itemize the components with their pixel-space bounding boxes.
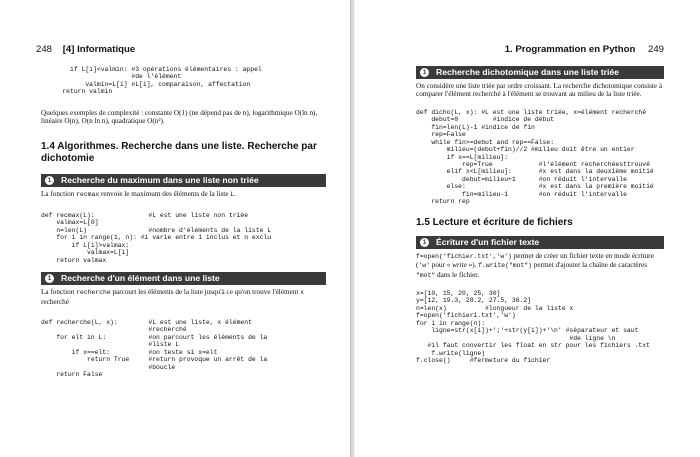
box-title: Recherche du maximum dans une liste non triée xyxy=(61,174,259,185)
section-heading-1-5: 1.5 Lecture et écriture de fichiers xyxy=(416,216,573,228)
right-content xyxy=(416,66,664,364)
code-span: x xyxy=(300,289,305,297)
code-block-fichier: x=[10, 15, 20, 25, 30] y=[12, 19.3, 28.2, 27.5, 36.2] n=len(x) #longueur de la liste x f=open('fichier1.txt','w') for i in range(n): ligne=str(x[i])+';'+str(y[i])+'\n' #séparateur et saut #de ligne \n #il faut convertir les float en str pour les fichiers .txt f.write(ligne) f.close() #fermeture du fichier xyxy=(416,289,650,364)
code-block-dicho: def dicho(L, x): #L est une liste triée, x=élément recherché debut=0 #indice de début fin=len(L)-1 #indice de fin rep=False while fin>=debut and rep==False: milieu=(debut+fin)//2 #milieu doit être un entier if x==L[milieu]: rep=True #l'élément recherchéesttrouvé elif x<L[milieu]: #x est dans la deuxième moitié debut=milieu+1 #on réduit l'intervalle else: #x est dans la première moitié fin=milieu-1 #on réduit l'intervalle return rep xyxy=(416,108,654,206)
text-span: La fonction xyxy=(41,288,77,297)
code-block-recmax: def recmax(L): #L est une liste non triée valmax=L[0] n=len(L) #nombre d'éléments de la liste L for i in range(1, n): #i varie entre 1 inclus et n exclu if L[i]>valmax: valmax=L[i] return valmax xyxy=(41,212,272,264)
text-span: permet d'ajouter la chaîne de caractères xyxy=(531,261,647,270)
code-span: recherche xyxy=(76,289,111,297)
right-page xyxy=(355,0,700,457)
box-number-icon: 1 xyxy=(45,274,54,283)
left-header-title: [4] Informatique xyxy=(62,44,136,55)
ecriture-paragraph xyxy=(416,252,664,280)
box-number-icon: 1 xyxy=(420,68,429,77)
recherche-intro xyxy=(41,288,326,306)
box-title: Recherche dichotomique dans une liste triée xyxy=(436,67,619,77)
section-heading-1-4: 1.4 Algorithmes. Recherche dans une liste. Recherche par dichotomie xyxy=(41,140,317,164)
code-span: "mot" xyxy=(416,271,436,279)
dichotomie-paragraph: On considère une liste triée par ordre croissant. La recherche dichotomique consiste à comparer l'élément recherché à l'élément se trouvant au milieu de la liste triée. xyxy=(416,82,663,99)
code-span: L xyxy=(230,190,235,198)
text-span: pour « xyxy=(429,261,453,270)
text-span: renvoie le maximum des éléments de la liste xyxy=(99,189,231,198)
box-number-icon: 1 xyxy=(420,238,429,247)
box-header-ecriture-fichier xyxy=(416,236,664,249)
right-page-number: 249 xyxy=(647,44,664,55)
text-span: parcourt les éléments de la liste jusqu'à ce qu'on trouve l'élément xyxy=(110,288,301,297)
code-span: f.write("mot") xyxy=(478,262,532,270)
complexity-paragraph: Quelques exemples de complexité : constante O(1) (ne dépend pas de n), logarithmique O(ln n), linéaire O(n), O(n ln n), quadratique O(n²). xyxy=(41,108,318,126)
box-title: Écriture d'un fichier texte xyxy=(436,236,540,247)
code-span: f=open('fichier.txt','w') xyxy=(416,252,512,260)
left-page-number: 248 xyxy=(36,44,53,55)
recmax-intro xyxy=(41,190,326,199)
code-block-valmin: if L[i]<valmin: #3 opérations élémentaires : appel #de l'élément valmin=L[i] #L[i], comparaison, affectation return valmin xyxy=(62,66,262,96)
right-header-title: 1. Programmation en Python xyxy=(504,44,636,55)
text-span: write xyxy=(452,261,467,270)
right-running-header xyxy=(505,44,664,55)
box-header-recherche-element xyxy=(41,272,326,285)
box-title: Recherche d'un élément dans une liste xyxy=(61,273,220,284)
text-span: La fonction xyxy=(41,189,77,198)
code-span: 'w' xyxy=(418,262,430,270)
box-header-recherche-maximum xyxy=(41,174,326,187)
left-content xyxy=(41,66,326,379)
text-span: recherché xyxy=(41,297,69,306)
text-span: permet de créer un fichier texte en mode écriture ( xyxy=(416,251,654,270)
box-header-dichotomie xyxy=(416,66,664,79)
code-span: recmax xyxy=(76,190,100,198)
box-number-icon: 1 xyxy=(45,176,54,185)
text-span: »). xyxy=(466,261,479,270)
text-span: . xyxy=(234,189,236,198)
left-running-header xyxy=(36,44,135,55)
text-span: dans le fichier. xyxy=(435,270,480,279)
code-block-recherche: def recherche(L, x): #L est une liste, x élément #recherché for elt in L: #on parcourt les éléments de la #liste L if x==elt: #on teste si x=elt return True #return provoque un arrêt de la #boucle return False xyxy=(41,319,268,379)
